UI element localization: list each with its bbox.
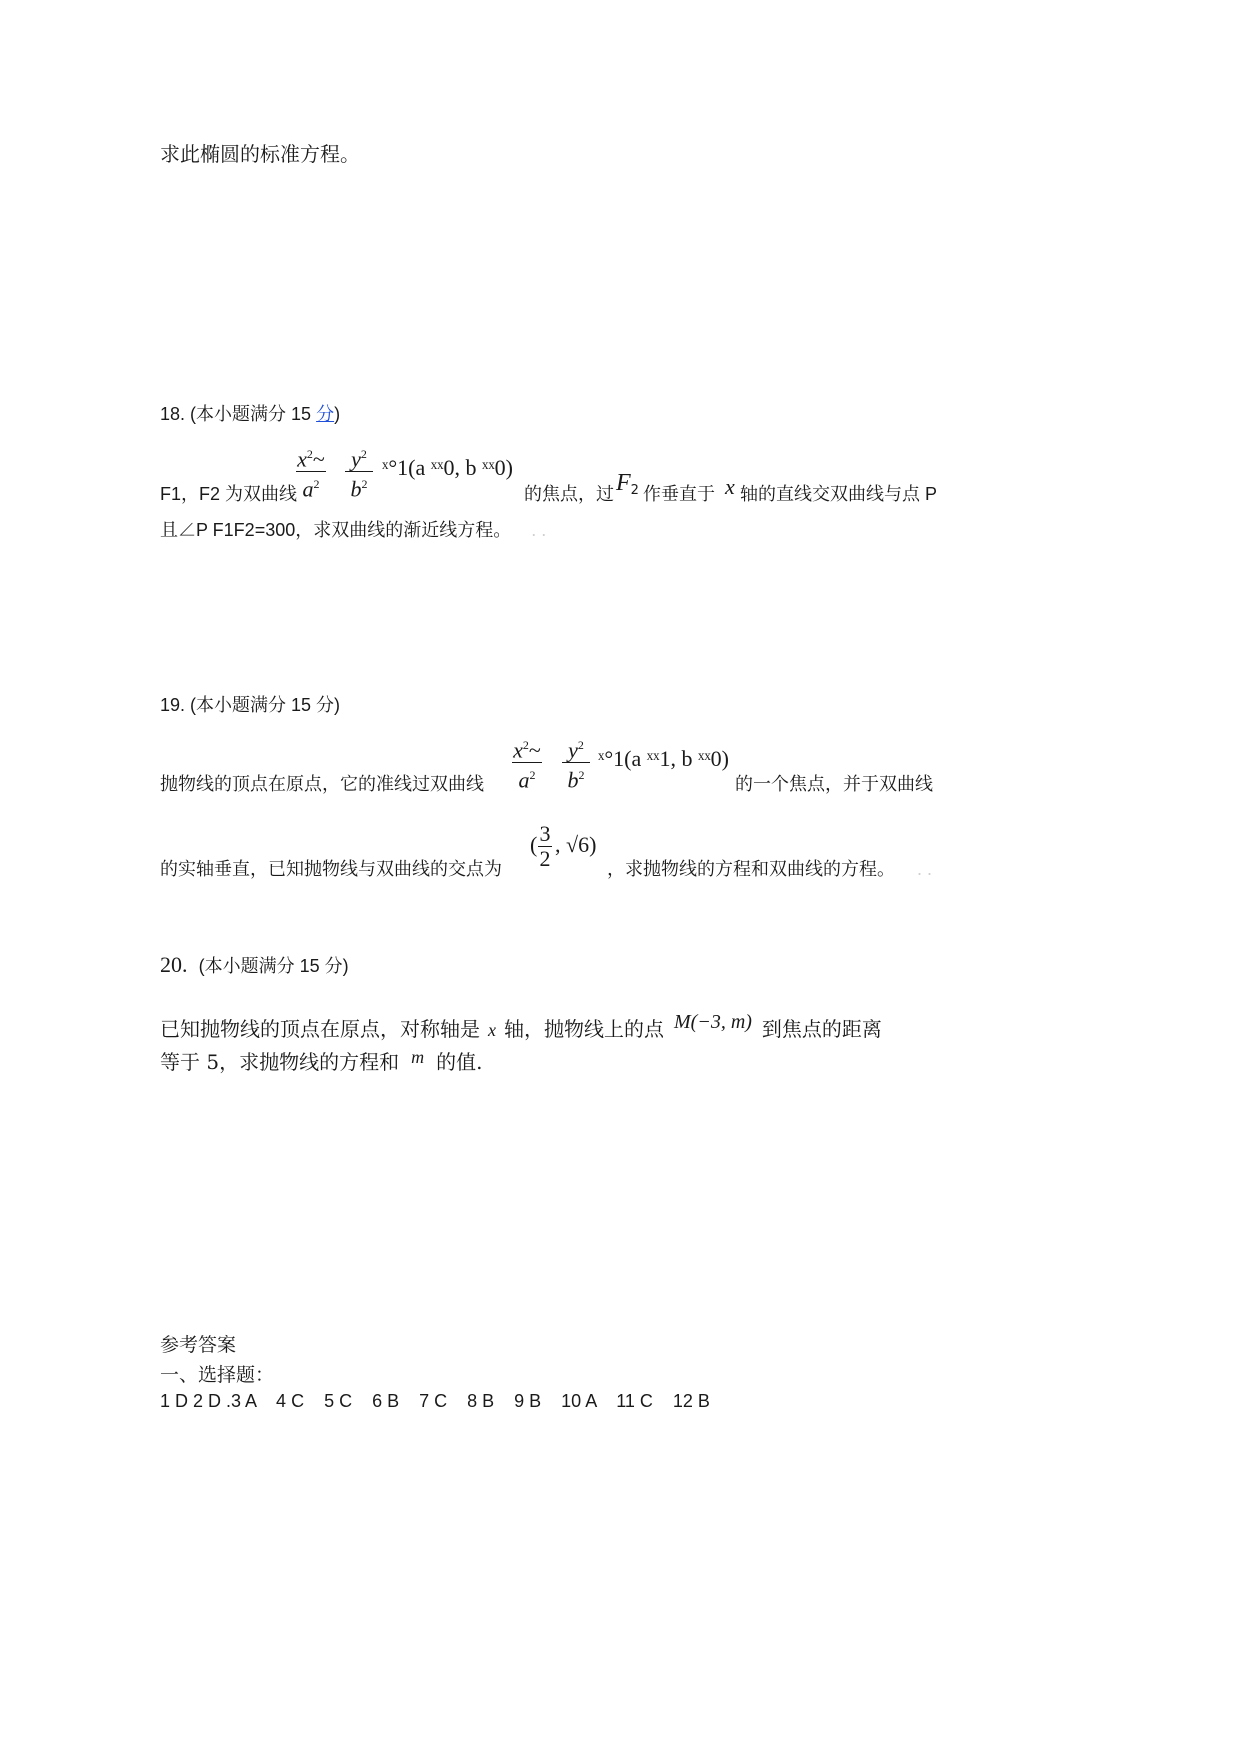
q18-line1-pre: F1，F2 为双曲线 xyxy=(160,484,298,504)
q18-x: x xyxy=(297,446,307,472)
q18-tilde: ~ xyxy=(312,446,325,472)
q20-header xyxy=(160,952,349,978)
answers-title: 参考答案 xyxy=(160,1334,237,1356)
q18-header-pre: (本小题满分 15 xyxy=(190,404,317,424)
answers-section: 一、选择题： xyxy=(160,1364,275,1386)
q20-line2: 等于 5，求抛物线的方程和 m 的值. xyxy=(160,1047,483,1074)
q18-line1-post: 轴的直线交双曲线与点 P xyxy=(740,484,938,504)
q18-header-link[interactable]: 分 xyxy=(316,404,335,424)
q18-x-axis: x xyxy=(725,474,735,499)
q19-frac-x: $x^2\sim$ $a^2$ xyxy=(513,737,541,793)
q19-frac-y: $y^2$ $b^2$ xyxy=(562,733,590,793)
q18-y: y xyxy=(351,446,361,472)
q20-m: m xyxy=(411,1047,425,1067)
q18-header-post: ) xyxy=(334,404,341,424)
q18-b: b xyxy=(350,476,362,502)
q19-header: 19. (本小题满分 15 分) xyxy=(160,695,341,715)
q18-number: 18. xyxy=(160,404,186,424)
q20-header-text: (本小题满分 15 分) xyxy=(198,956,349,976)
q19-line2-pre: 的实轴垂直，已知抛物线与双曲线的交点为 xyxy=(160,859,502,879)
q19-point-open: ( xyxy=(530,832,538,857)
q18-line1-mid: 的焦点，过 xyxy=(524,484,614,504)
q19-formula-rest: ˣ°1(a ˣˣ1, b ˣˣ0) xyxy=(598,746,730,771)
q18-formula-rest: ˣ°1(a ˣˣ0, b ˣˣ0) xyxy=(382,455,514,480)
q19-point-rest: , √6) xyxy=(555,832,597,857)
q19-line1-pre: 抛物线的顶点在原点，它的准线过双曲线 xyxy=(160,774,484,794)
q20-number: 20. xyxy=(160,952,188,977)
intro-line: 求此椭圆的标准方程。 xyxy=(160,142,360,166)
q18-x-sup: 2 xyxy=(306,447,313,461)
q19-line1-post: 的一个焦点，并于双曲线 xyxy=(735,774,933,794)
q18-frac-y: $y^2$ $b^2$ xyxy=(345,442,373,502)
q18-frac-x: $x^2\sim$ $a^2$ xyxy=(297,446,325,502)
q19-line2-post: ，求抛物线的方程和双曲线的方程。 . . xyxy=(607,859,933,879)
q20-line1: 已知抛物线的顶点在原点，对称轴是 x 轴，抛物线上的点 M(−3, m) 到焦点的距离 xyxy=(160,1011,882,1041)
q18-header xyxy=(160,400,340,426)
q20-point: M(−3, m) xyxy=(674,1011,752,1033)
q19-point-frac: 3 2 xyxy=(539,821,551,871)
q18-line1-mid2: 作垂直于 xyxy=(643,484,715,504)
q18-line2: 且∠P F1F2=300，求双曲线的渐近线方程。 . . xyxy=(160,520,547,540)
answers-list: 1 D 2 D .3 A 4 C 5 C 6 B 7 C 8 B 9 B 10 A 11 C 12 B xyxy=(160,1391,710,1411)
q18-a: a xyxy=(302,476,314,502)
q18-F2: $F_2$ xyxy=(616,470,639,499)
